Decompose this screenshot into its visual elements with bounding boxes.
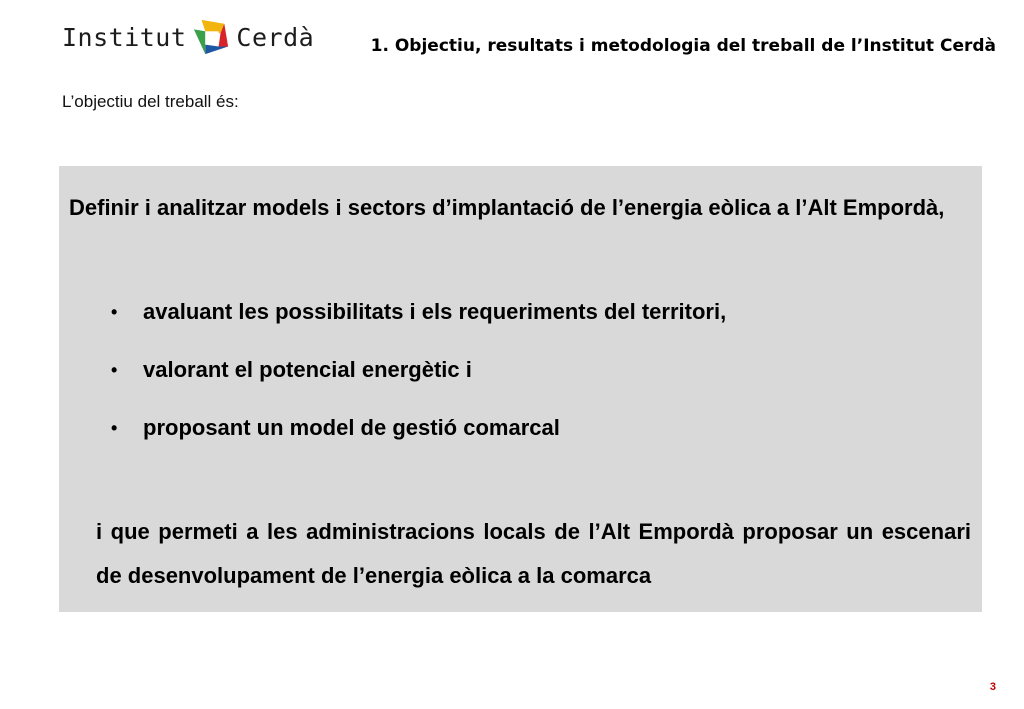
institut-cerda-logo [62, 17, 314, 57]
intro-text: L’objectiu del treball és: [62, 92, 239, 111]
bullet-icon: • [111, 302, 118, 322]
logo-word-institut: Institut [62, 22, 187, 52]
bullet-icon: • [111, 418, 118, 438]
logo-word-cerda: Cerdà [236, 22, 315, 52]
list-item [111, 290, 726, 348]
bullet-text: avaluant les possibilitats i els requeriments del territori, [143, 299, 727, 324]
objective-bullet-list [111, 290, 726, 464]
list-item [111, 348, 726, 406]
list-item [111, 406, 726, 464]
section-title: 1. Objectiu, resultats i metodologia del treball de l’Institut Cerdà [370, 36, 996, 56]
page-number: 3 [989, 681, 996, 693]
objective-main-text: Definir i analitzar models i sectors d’implantació de l’energia eòlica a l’Alt Empordà, [69, 195, 945, 220]
bullet-text: valorant el potencial energètic i [143, 357, 472, 382]
objective-closing-text: i que permeti a les administracions locals de l’Alt Empordà proposar un escenari de desenvolupament de l’energia eòlica a la comarca [96, 519, 971, 588]
bullet-text: proposant un model de gestió comarcal [143, 415, 560, 440]
logo-mark-icon [192, 18, 230, 56]
bullet-icon: • [111, 360, 118, 380]
objective-panel [59, 166, 982, 612]
